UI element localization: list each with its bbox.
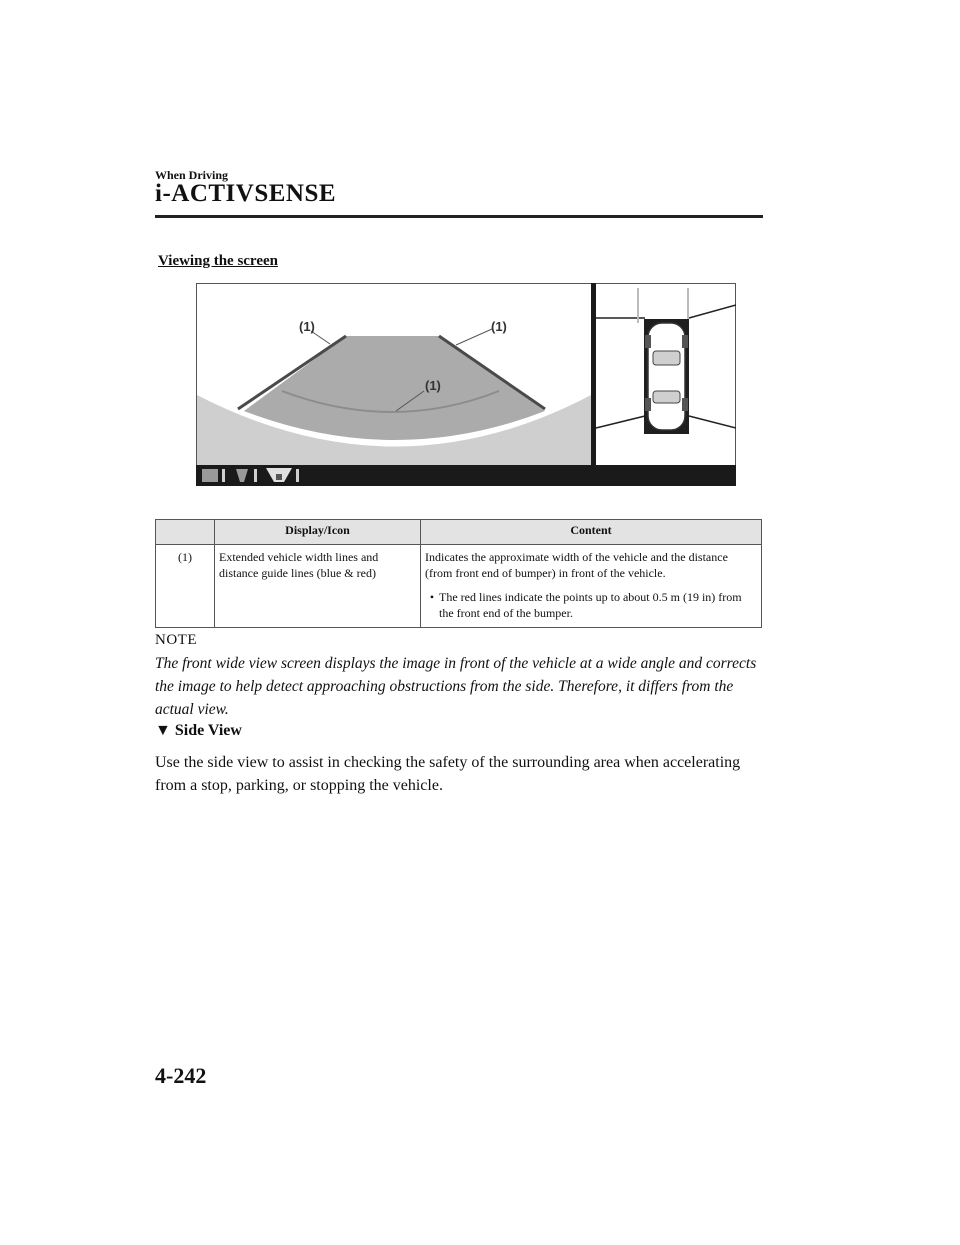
triangle-marker-icon: ▼ <box>155 722 171 739</box>
header-rule <box>155 215 763 218</box>
view-divider <box>591 283 596 486</box>
row-bullet-text: The red lines indicate the points up to about 0.5 m (19 in) from the front end of the bumper. <box>439 590 742 620</box>
row-content-text: Indicates the approximate width of the vehicle and the distance (from front end of bumper) in front of the vehicle. <box>425 550 728 580</box>
callout-right: (1) <box>491 319 507 334</box>
side-view-heading <box>155 722 242 740</box>
row-display: Extended vehicle width lines and distance guide lines (blue & red) <box>215 545 421 628</box>
side-view-title: Side View <box>174 722 242 739</box>
bullet-dot: • <box>429 590 435 604</box>
row-number: (1) <box>156 545 215 628</box>
header-content: Content <box>421 520 762 545</box>
header-number <box>156 520 215 545</box>
front-wide-view-figure <box>196 283 736 486</box>
car-body <box>648 323 685 430</box>
callout-center: (1) <box>425 378 441 393</box>
side-view-body: Use the side view to assist in checking the safety of the surrounding area when accelerating from a stop, parking, or stopping the vehicle. <box>155 754 741 794</box>
table-header-row <box>156 520 762 545</box>
table-row <box>156 545 762 628</box>
header-display-icon: Display/Icon <box>215 520 421 545</box>
row-content <box>421 545 762 628</box>
section-label: When Driving <box>155 168 229 182</box>
row-bullet <box>425 589 757 621</box>
callout-left: (1) <box>299 319 315 334</box>
page-number: 4-242 <box>155 1063 207 1088</box>
viewing-screen-heading: Viewing the screen <box>158 253 278 269</box>
note-label: NOTE <box>155 632 197 648</box>
display-icon-table <box>155 519 762 628</box>
chapter-title: i-ACTIVSENSE <box>155 180 337 207</box>
note-text: The front wide view screen displays the image in front of the vehicle at a wide angle and corrects the image to help detect approaching obstructions from the side. Therefore, it differs from the actual view. <box>155 655 757 718</box>
